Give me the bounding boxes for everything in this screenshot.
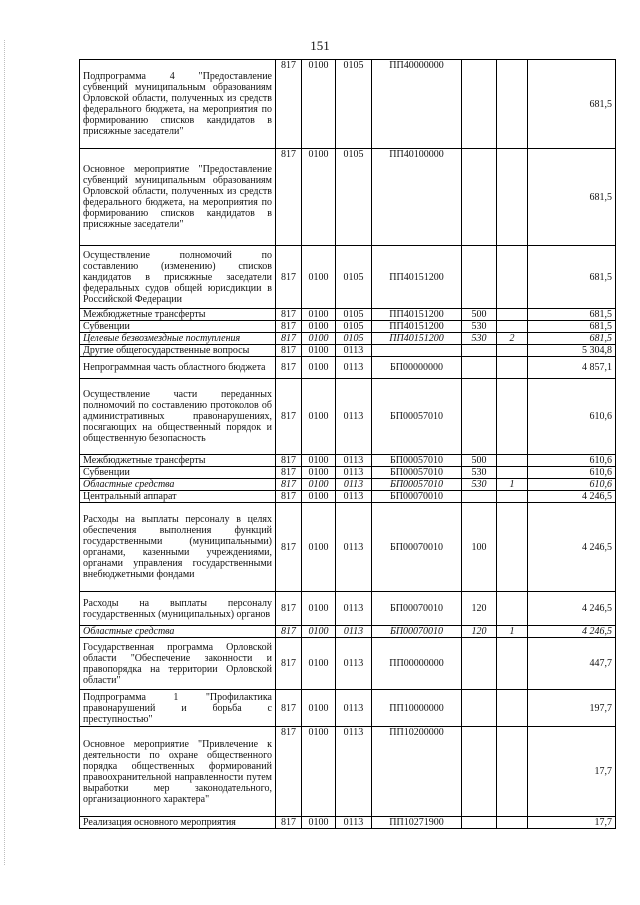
table-row [80,321,616,333]
table-row [80,727,616,817]
table-row [80,479,616,491]
table-row [80,817,616,829]
budget-allocation-table [79,59,616,829]
row-kosgu [497,592,528,626]
row-amount: 681,5 [528,321,616,333]
table-row [80,357,616,379]
row-ministry-code: 817 [276,321,302,333]
table-row [80,60,616,149]
row-kosgu [497,467,528,479]
table-row [80,379,616,455]
row-section-code: 0100 [302,491,336,503]
row-expense-type: 120 [462,592,497,626]
row-amount: 610,6 [528,479,616,491]
row-target-article: ПП10271900 [372,817,462,829]
row-ministry-code: 817 [276,638,302,690]
row-name: Осуществление части переданных полномочий по составлению протоколов об административных правонарушениях, посягающих на общественный порядок и общественную безопасность [80,379,276,455]
row-target-article: ПП00000000 [372,638,462,690]
table-row [80,592,616,626]
row-section-code: 0100 [302,345,336,357]
table-row [80,309,616,321]
row-kosgu [497,379,528,455]
row-expense-type [462,345,497,357]
row-kosgu [497,309,528,321]
page-number: 151 [310,38,330,53]
table-row [80,638,616,690]
row-ministry-code: 817 [276,690,302,727]
row-ministry-code: 817 [276,149,302,246]
row-name: Расходы на выплаты персоналу в целях обеспечения выполнения функций государственными (муниципальными) органами, казенными учреждениями, органами управления государственными внебюджетными фондами [80,503,276,592]
row-ministry-code: 817 [276,455,302,467]
binding-margin-marks [4,40,13,865]
row-name: Основное мероприятие "Предоставление субвенций муниципальным образованиям Орловской области, полученных из средств федерального бюджета, на мероприятия по формированию списков кандидатов в присяжные заседатели" [80,149,276,246]
row-kosgu [497,149,528,246]
row-amount: 681,5 [528,246,616,309]
row-kosgu [497,817,528,829]
row-subsection-code: 0113 [336,357,372,379]
row-expense-type [462,149,497,246]
row-subsection-code: 0113 [336,503,372,592]
row-section-code: 0100 [302,357,336,379]
row-ministry-code: 817 [276,309,302,321]
row-expense-type: 500 [462,455,497,467]
table-row [80,345,616,357]
row-kosgu [497,246,528,309]
row-expense-type: 530 [462,479,497,491]
row-expense-type [462,638,497,690]
row-section-code: 0100 [302,690,336,727]
table-row [80,333,616,345]
row-subsection-code: 0105 [336,309,372,321]
row-name: Субвенции [80,321,276,333]
row-amount: 447,7 [528,638,616,690]
row-ministry-code: 817 [276,60,302,149]
row-ministry-code: 817 [276,817,302,829]
row-expense-type [462,690,497,727]
table-row [80,246,616,309]
row-subsection-code: 0113 [336,479,372,491]
row-expense-type: 530 [462,467,497,479]
row-subsection-code: 0113 [336,345,372,357]
table-row [80,149,616,246]
row-target-article: БП00070010 [372,626,462,638]
row-kosgu [497,690,528,727]
row-expense-type [462,246,497,309]
row-name: Непрограммная часть областного бюджета [80,357,276,379]
row-section-code: 0100 [302,149,336,246]
row-ministry-code: 817 [276,503,302,592]
row-section-code: 0100 [302,379,336,455]
table-row [80,503,616,592]
row-expense-type: 100 [462,503,497,592]
row-kosgu [497,491,528,503]
row-target-article: БП00070010 [372,592,462,626]
row-name: Расходы на выплаты персоналу государственных (муниципальных) органов [80,592,276,626]
table-row [80,690,616,727]
row-target-article: БП00057010 [372,455,462,467]
row-subsection-code: 0113 [336,626,372,638]
row-name: Межбюджетные трансферты [80,455,276,467]
row-amount: 5 304,8 [528,345,616,357]
row-target-article: БП00057010 [372,479,462,491]
row-name: Межбюджетные трансферты [80,309,276,321]
row-subsection-code: 0113 [336,638,372,690]
row-target-article: БП00000000 [372,357,462,379]
row-section-code: 0100 [302,246,336,309]
row-ministry-code: 817 [276,379,302,455]
row-expense-type [462,491,497,503]
row-amount: 610,6 [528,455,616,467]
row-subsection-code: 0113 [336,817,372,829]
table-row [80,626,616,638]
row-target-article: ПП40151200 [372,333,462,345]
row-amount: 681,5 [528,60,616,149]
row-kosgu [497,345,528,357]
row-ministry-code: 817 [276,592,302,626]
row-target-article: ПП10000000 [372,690,462,727]
row-target-article: БП00057010 [372,379,462,455]
table-row [80,455,616,467]
row-name: Подпрограмма 4 "Предоставление субвенций муниципальным образованиям Орловской области, полученных из средств федерального бюджета, на мероприятия по формированию списков кандидатов в присяжные заседатели" [80,60,276,149]
row-kosgu: 1 [497,479,528,491]
row-name: Другие общегосударственные вопросы [80,345,276,357]
row-subsection-code: 0105 [336,321,372,333]
row-name: Центральный аппарат [80,491,276,503]
row-name: Осуществление полномочий по составлению (изменению) списков кандидатов в присяжные заседатели федеральных судов общей юрисдикции в Российской Федерации [80,246,276,309]
row-amount: 4 246,5 [528,503,616,592]
row-amount: 4 857,1 [528,357,616,379]
row-section-code: 0100 [302,479,336,491]
row-kosgu [497,357,528,379]
row-section-code: 0100 [302,817,336,829]
table-row [80,467,616,479]
row-kosgu: 1 [497,626,528,638]
row-expense-type: 530 [462,333,497,345]
row-amount: 17,7 [528,727,616,817]
row-name: Основное мероприятие "Привлечение к деятельности по охране общественного порядка общественных формирований правоохранительной направленности путем выработки мер законодательного, организационного характера" [80,727,276,817]
row-target-article: БП00057010 [372,467,462,479]
row-expense-type: 530 [462,321,497,333]
row-amount: 4 246,5 [528,491,616,503]
row-ministry-code: 817 [276,467,302,479]
row-section-code: 0100 [302,503,336,592]
row-kosgu [497,638,528,690]
row-kosgu [497,60,528,149]
row-expense-type [462,60,497,149]
row-ministry-code: 817 [276,727,302,817]
table-row [80,491,616,503]
row-amount: 4 246,5 [528,626,616,638]
row-expense-type [462,379,497,455]
row-name: Целевые безвозмездные поступления [80,333,276,345]
row-amount: 4 246,5 [528,592,616,626]
row-amount: 17,7 [528,817,616,829]
row-expense-type: 120 [462,626,497,638]
row-amount: 681,5 [528,333,616,345]
row-amount: 681,5 [528,149,616,246]
row-name: Подпрограмма 1 "Профилактика правонарушений и борьба с преступностью" [80,690,276,727]
row-target-article: ПП10200000 [372,727,462,817]
row-target-article: ПП40151200 [372,246,462,309]
row-name: Областные средства [80,479,276,491]
row-expense-type [462,357,497,379]
row-kosgu [497,455,528,467]
row-expense-type: 500 [462,309,497,321]
row-target-article [372,345,462,357]
row-amount: 681,5 [528,309,616,321]
row-amount: 197,7 [528,690,616,727]
row-section-code: 0100 [302,321,336,333]
row-kosgu [497,321,528,333]
row-ministry-code: 817 [276,479,302,491]
row-section-code: 0100 [302,467,336,479]
row-ministry-code: 817 [276,491,302,503]
row-ministry-code: 817 [276,357,302,379]
row-kosgu: 2 [497,333,528,345]
row-section-code: 0100 [302,60,336,149]
row-target-article: ПП40151200 [372,321,462,333]
row-target-article: ПП40100000 [372,149,462,246]
row-kosgu [497,503,528,592]
row-section-code: 0100 [302,455,336,467]
row-subsection-code: 0113 [336,379,372,455]
row-name: Реализация основного мероприятия [80,817,276,829]
row-section-code: 0100 [302,333,336,345]
row-section-code: 0100 [302,727,336,817]
row-expense-type [462,817,497,829]
row-subsection-code: 0105 [336,246,372,309]
row-subsection-code: 0113 [336,690,372,727]
row-subsection-code: 0105 [336,149,372,246]
row-subsection-code: 0113 [336,727,372,817]
row-subsection-code: 0113 [336,592,372,626]
row-subsection-code: 0113 [336,455,372,467]
row-target-article: ПП40151200 [372,309,462,321]
row-section-code: 0100 [302,592,336,626]
row-subsection-code: 0113 [336,467,372,479]
row-subsection-code: 0105 [336,60,372,149]
row-section-code: 0100 [302,626,336,638]
row-subsection-code: 0113 [336,491,372,503]
row-amount: 610,6 [528,379,616,455]
row-name: Областные средства [80,626,276,638]
row-ministry-code: 817 [276,345,302,357]
row-kosgu [497,727,528,817]
row-expense-type [462,727,497,817]
row-target-article: ПП40000000 [372,60,462,149]
row-name: Государственная программа Орловской области "Обеспечение законности и правопорядка на территории Орловской области" [80,638,276,690]
row-amount: 610,6 [528,467,616,479]
row-ministry-code: 817 [276,626,302,638]
row-section-code: 0100 [302,638,336,690]
row-section-code: 0100 [302,309,336,321]
row-subsection-code: 0105 [336,333,372,345]
row-ministry-code: 817 [276,333,302,345]
row-ministry-code: 817 [276,246,302,309]
row-target-article: БП00070010 [372,503,462,592]
row-name: Субвенции [80,467,276,479]
row-target-article: БП00070010 [372,491,462,503]
